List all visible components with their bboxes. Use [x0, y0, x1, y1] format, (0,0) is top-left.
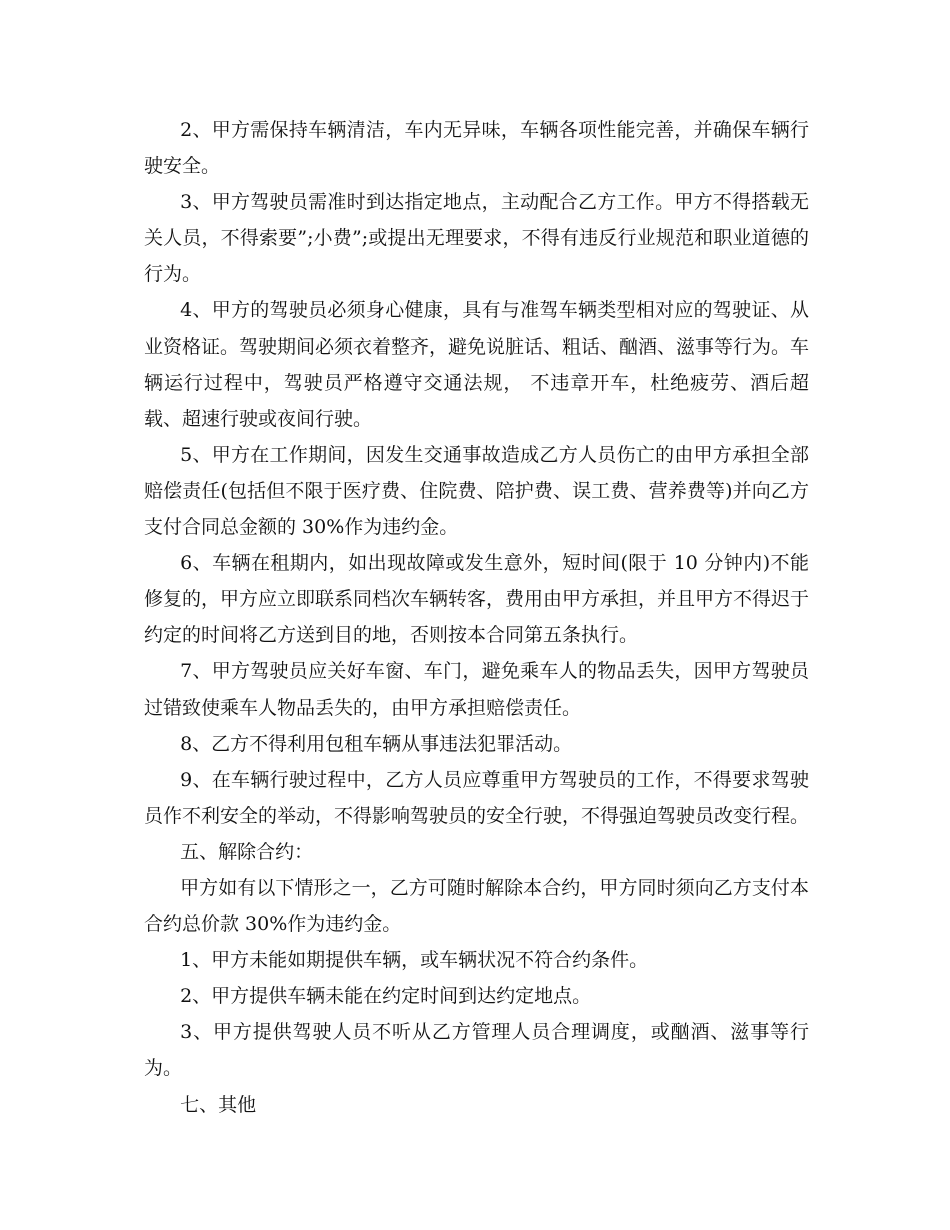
paragraph-termination-1: 1、甲方未能如期提供车辆，或车辆状况不符合约条件。 [180, 949, 649, 972]
paragraph-clause-7: 7、甲方驾驶员应关好车窗、车门，避免乘车人的物品丢失，因甲方驾驶员过错致使乘车人物品丢失的，由甲方承担赔偿责任。 [144, 660, 809, 719]
paragraph-termination-3: 3、甲方提供驾驶人员不听从乙方管理人员合理调度，或酗酒、滋事等行为。 [144, 1021, 809, 1080]
section-heading-other: 七、其他 [180, 1093, 257, 1116]
paragraph-clause-3: 3、甲方驾驶员需准时到达指定地点，主动配合乙方工作。甲方不得搭载无关人员，不得索要”;小费”;或提出无理要求，不得有违反行业规范和职业道德的行为。 [144, 191, 809, 286]
paragraph-clause-6: 6、车辆在租期内，如出现故障或发生意外，短时间(限于 10 分钟内)不能修复的，甲方应立即联系同档次车辆转客，费用由甲方承担，并且甲方不得迟于约定的时间将乙方送到目的地，否则按本合同第五条执行。 [144, 552, 810, 647]
section-heading-termination: 五、解除合约： [180, 840, 314, 863]
document-body [144, 112, 809, 1123]
paragraph-clause-8: 8、乙方不得利用包租车辆从事违法犯罪活动。 [180, 732, 573, 755]
paragraph-clause-9: 9、在车辆行驶过程中，乙方人员应尊重甲方驾驶员的工作，不得要求驾驶员作不利安全的举动，不得影响驾驶员的安全行驶，不得强迫驾驶员改变行程。 [144, 768, 810, 827]
paragraph-clause-5: 5、甲方在工作期间，因发生交通事故造成乙方人员伤亡的由甲方承担全部赔偿责任(包括但不限于医疗费、住院费、陪护费、误工费、营养费等)并向乙方支付合同总金额的 30%作为违约金。 [144, 443, 809, 539]
paragraph-clause-4: 4、甲方的驾驶员必须身心健康，具有与准驾车辆类型相对应的驾驶证、从业资格证。驾驶期间必须衣着整齐，避免说脏话、粗话、酗酒、滋事等行为。车辆运行过程中，驾驶员严格遵守交通法规， 不违章开车，杜绝疲劳、酒后超载、超速行驶或夜间行驶。 [144, 299, 810, 430]
paragraph-clause-2: 2、甲方需保持车辆清洁，车内无异味，车辆各项性能完善，并确保车辆行驶安全。 [144, 119, 809, 178]
paragraph-termination-2: 2、甲方提供车辆未能在约定时间到达约定地点。 [180, 985, 592, 1008]
paragraph-termination-intro: 甲方如有以下情形之一，乙方可随时解除本合约，甲方同时须向乙方支付本合约总价款 30%作为违约金。 [144, 876, 809, 936]
